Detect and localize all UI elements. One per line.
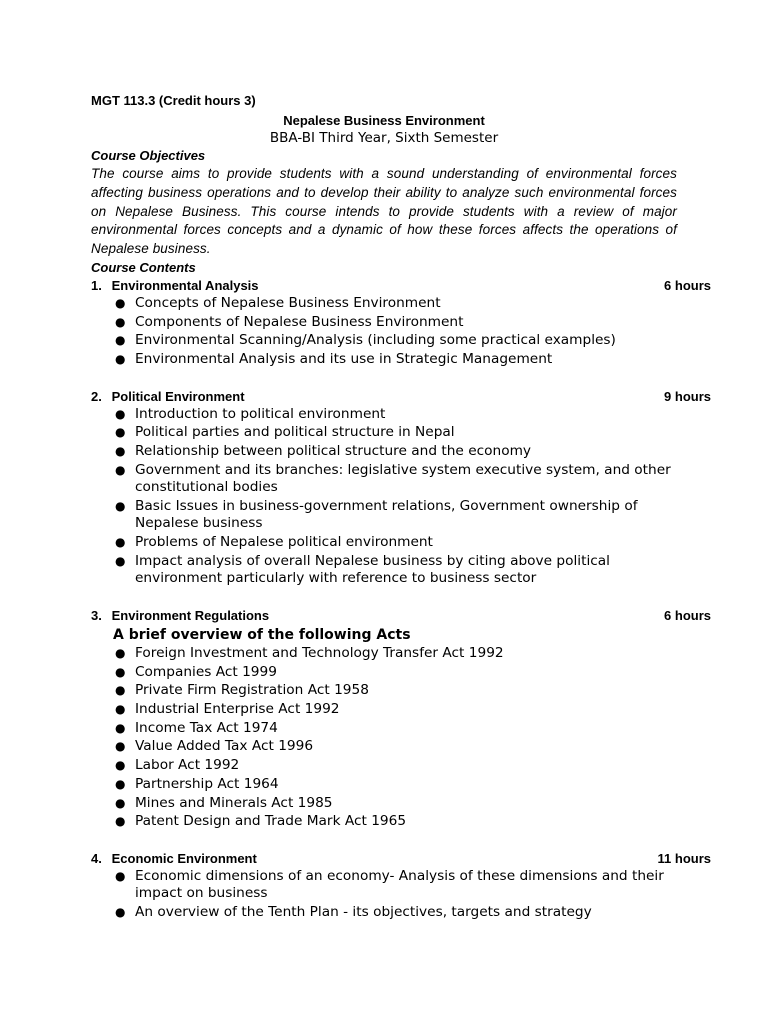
list-item: ● Relationship between political structure and the economy (115, 443, 532, 460)
section-items (91, 868, 711, 922)
contents-heading: Course Contents (91, 259, 196, 275)
bullet-icon: ● (115, 314, 126, 329)
list-item: ● Problems of Nepalese political environment (115, 534, 433, 551)
section-hours: 6 hours (664, 608, 711, 624)
list-item: ● Income Tax Act 1974 (115, 719, 278, 736)
bullet-icon: ● (115, 646, 126, 661)
bullet-icon: ● (115, 462, 126, 477)
section-title: Political Environment (111, 388, 245, 404)
bullet-icon: ● (115, 535, 126, 550)
list-item: ● An overview of the Tenth Plan - its objectives, targets and strategy (115, 904, 592, 921)
bullet-icon: ● (115, 739, 126, 754)
section-header (91, 607, 711, 625)
bullet-icon: ● (115, 795, 126, 810)
list-item: ● Impact analysis of overall Nepalese business by citing above political environment particularly with reference to business sector (115, 552, 610, 587)
list-item: ● Labor Act 1992 (115, 757, 240, 774)
list-item: ● Value Added Tax Act 1996 (115, 738, 314, 755)
section-environmental-analysis (91, 277, 711, 369)
list-item: ● Concepts of Nepalese Business Environment (115, 294, 441, 311)
section-title: Environment Regulations (111, 608, 270, 624)
bullet-icon: ● (115, 425, 126, 440)
bullet-icon: ● (115, 776, 126, 791)
section-hours: 9 hours (664, 388, 711, 404)
section-economic-environment (91, 850, 711, 922)
objectives-heading: Course Objectives (91, 148, 206, 163)
section-header (91, 388, 711, 406)
list-item: ● Companies Act 1999 (115, 663, 277, 680)
list-item: ● Introduction to political environment (115, 405, 386, 422)
section-political-environment (91, 388, 711, 588)
section-title: Environmental Analysis (111, 277, 259, 293)
bullet-icon: ● (115, 295, 126, 310)
list-item: ● Political parties and political structure in Nepal (115, 424, 455, 441)
list-item: ● Government and its branches: legislative system executive system, and other constitutional bodies (115, 461, 671, 496)
list-item: ● Components of Nepalese Business Environment (115, 313, 464, 330)
section-items (91, 645, 711, 831)
section-header (91, 850, 711, 868)
bullet-icon: ● (115, 406, 126, 421)
section-items (91, 406, 711, 588)
bullet-icon: ● (115, 905, 126, 920)
list-item: ● Patent Design and Trade Mark Act 1965 (115, 813, 407, 830)
bullet-icon: ● (115, 868, 126, 883)
document-page (91, 92, 711, 923)
section-title: Economic Environment (111, 850, 257, 866)
list-item: ● Private Firm Registration Act 1958 (115, 682, 369, 699)
list-item: ● Foreign Investment and Technology Transfer Act 1992 (115, 645, 504, 662)
section-items (91, 295, 711, 369)
list-item: ● Mines and Minerals Act 1985 (115, 794, 333, 811)
section-header (91, 277, 711, 295)
bullet-icon: ● (115, 333, 126, 348)
bullet-icon: ● (115, 683, 126, 698)
bullet-icon: ● (115, 720, 126, 735)
objectives-text: The course aims to provide students with a sound understanding of environmental forces affecting business operations and to develop their ability to analyze such environmental forces on Nepalese Business. This course intends to provide students with a review of major environmental forces concepts and a dynamic of how these forces affects the operations of Nepalese business. (91, 166, 677, 257)
bullet-icon: ● (115, 352, 126, 367)
bullet-icon: ● (115, 444, 126, 459)
section-hours: 11 hours (657, 850, 711, 866)
bullet-icon: ● (115, 814, 126, 829)
bullet-icon: ● (115, 498, 126, 513)
bullet-icon: ● (115, 553, 126, 568)
list-item: ● Basic Issues in business-government relations, Government ownership of Nepalese business (115, 497, 638, 532)
section-subheading: A brief overview of the following Acts (113, 627, 411, 644)
section-hours: 6 hours (664, 277, 711, 293)
bullet-icon: ● (115, 702, 126, 717)
section-number: 3. (91, 608, 102, 624)
list-item: ● Environmental Scanning/Analysis (including some practical examples) (115, 332, 616, 349)
list-item: ● Partnership Act 1964 (115, 775, 279, 792)
section-number: 2. (91, 388, 102, 404)
course-title: Nepalese Business Environment (283, 113, 485, 128)
list-item: ● Economic dimensions of an economy- Analysis of these dimensions and their impact on business (115, 867, 664, 902)
course-code: MGT 113.3 (Credit hours 3) (91, 93, 256, 108)
section-number: 4. (91, 850, 102, 866)
section-environment-regulations (91, 607, 711, 831)
list-item: ● Environmental Analysis and its use in Strategic Management (115, 351, 553, 368)
bullet-icon: ● (115, 664, 126, 679)
section-number: 1. (91, 277, 102, 293)
bullet-icon: ● (115, 758, 126, 773)
course-subtitle: BBA-BI Third Year, Sixth Semester (269, 130, 499, 146)
list-item: ● Industrial Enterprise Act 1992 (115, 701, 340, 718)
